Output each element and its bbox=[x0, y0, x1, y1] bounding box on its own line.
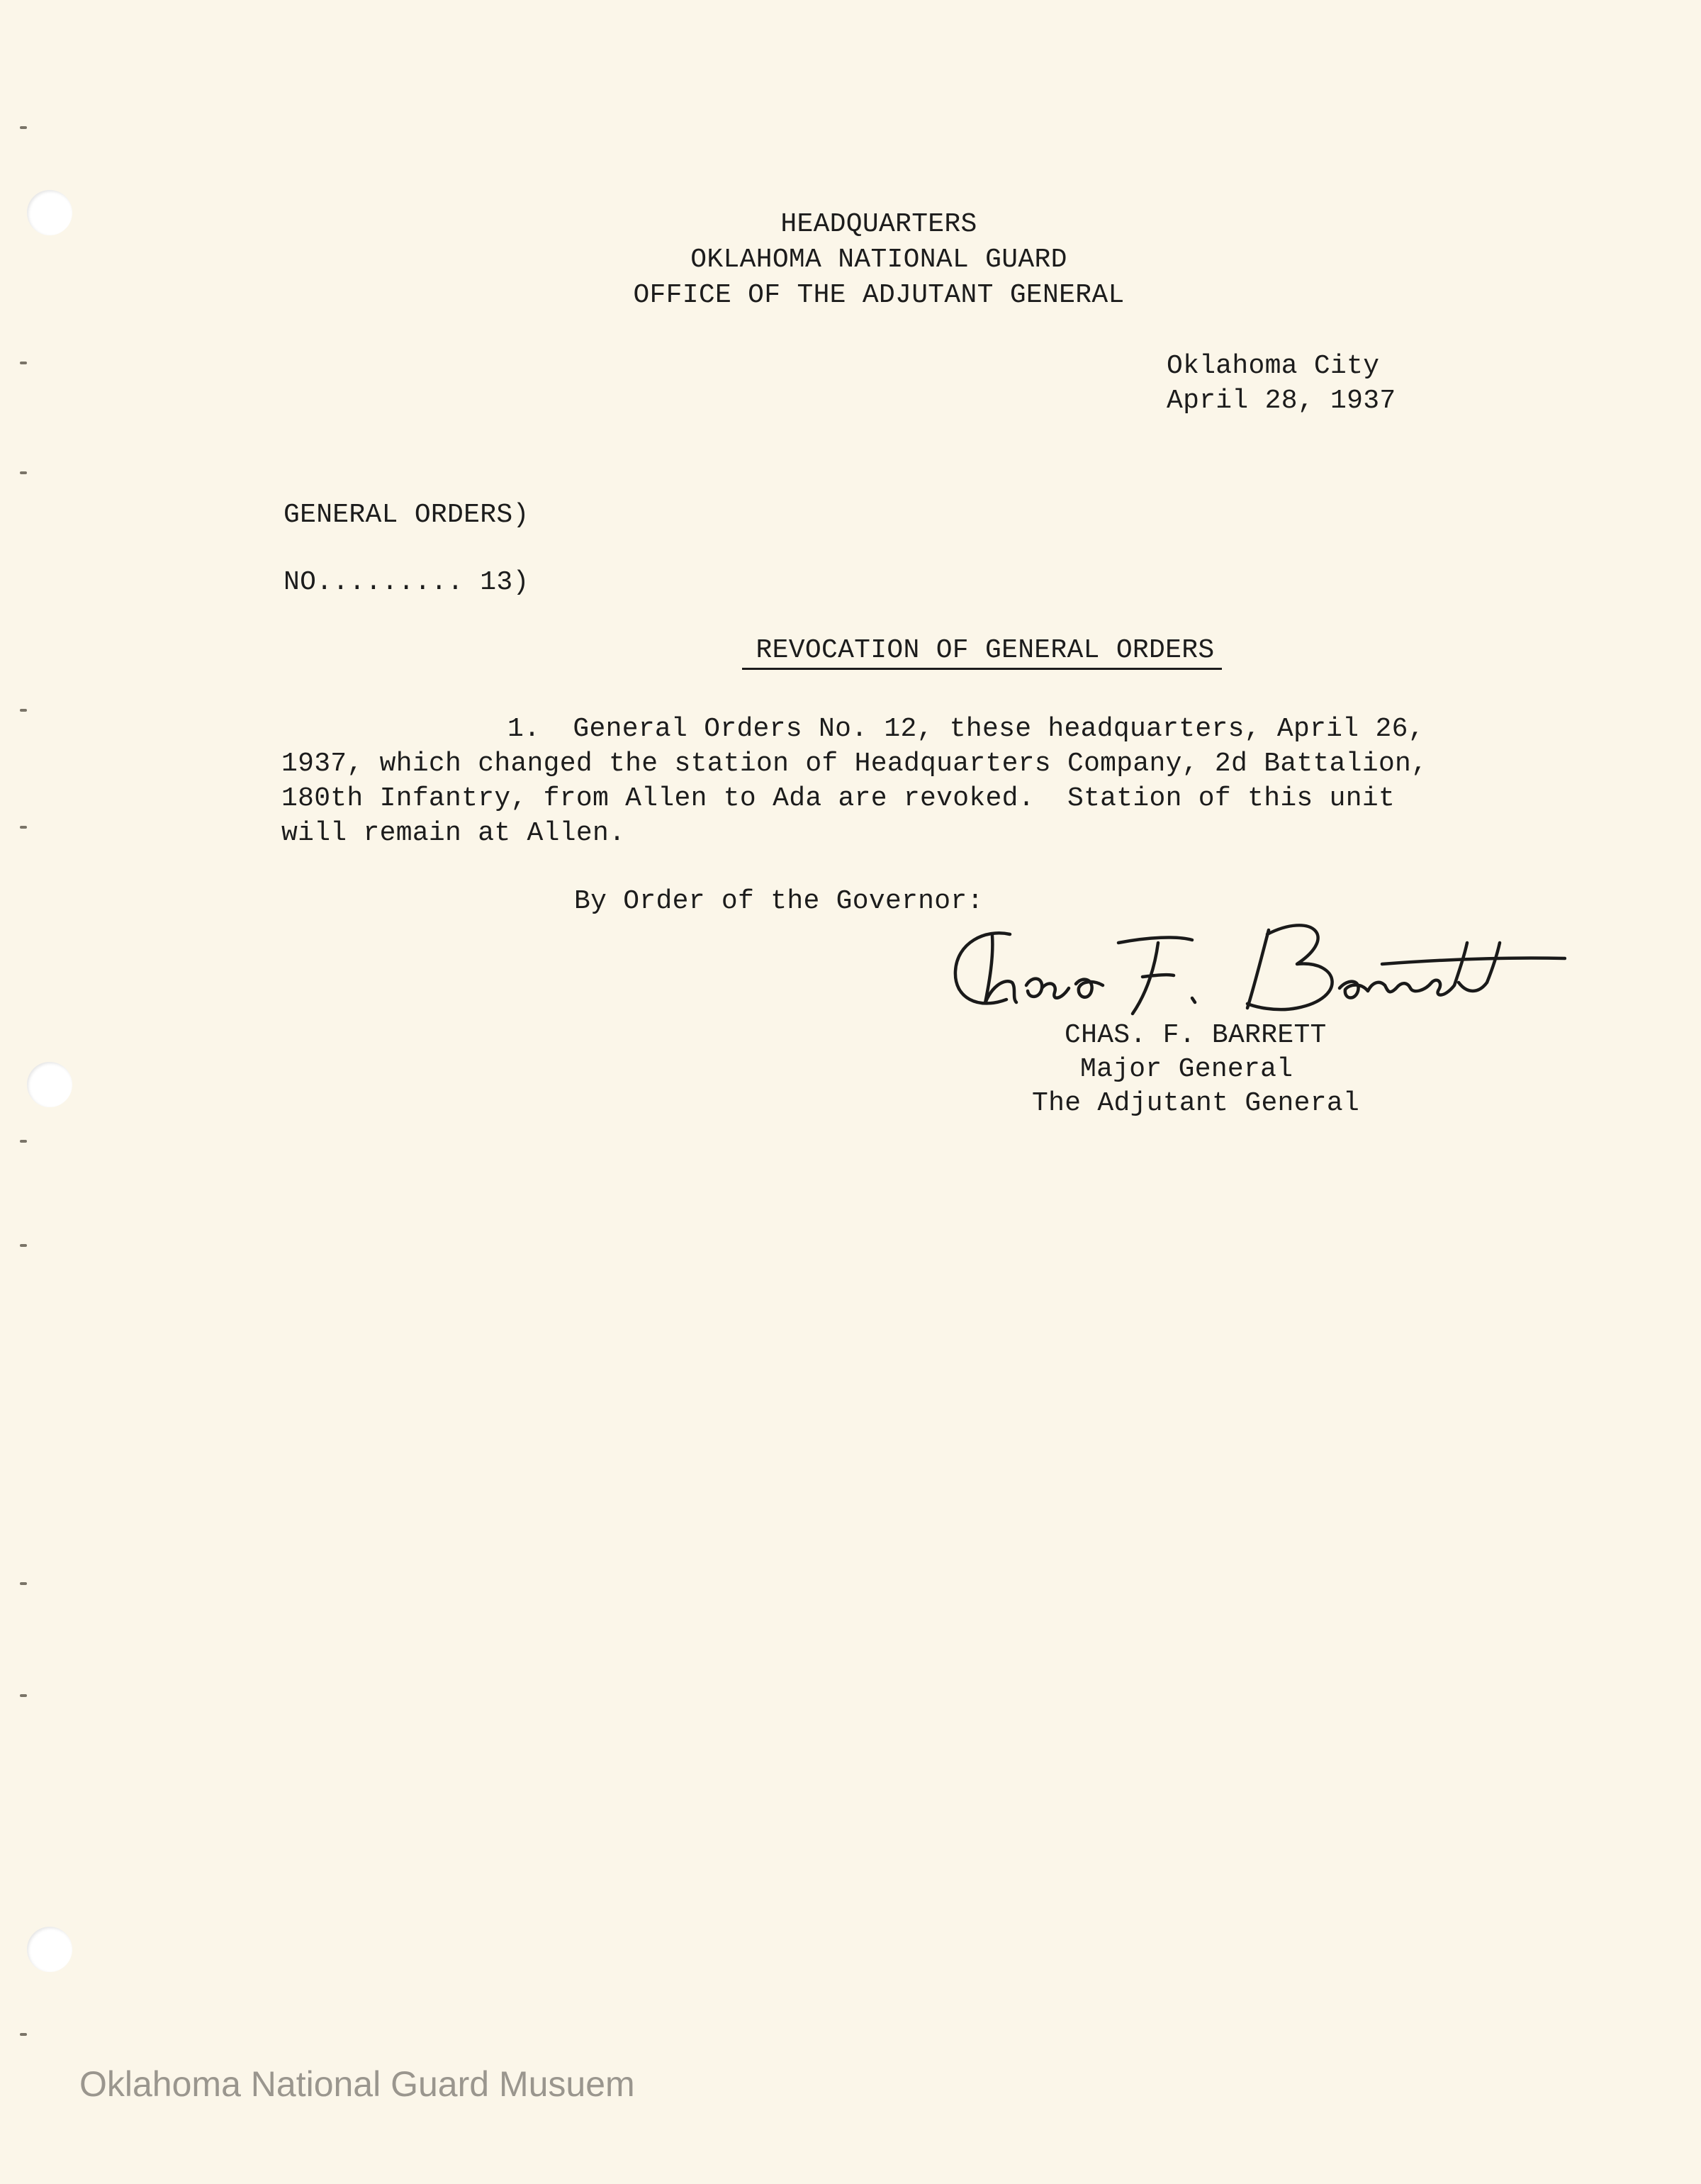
edge-mark bbox=[20, 1244, 27, 1247]
body-line-1: 1. General Orders No. 12, these headquarters, April 26, bbox=[507, 714, 1425, 744]
letterhead-headquarters: HEADQUARTERS bbox=[780, 209, 977, 240]
signer-rank: Major General bbox=[1080, 1054, 1293, 1085]
letterhead-office: OFFICE OF THE ADJUTANT GENERAL bbox=[633, 280, 1125, 310]
body-line-4: will remain at Allen. bbox=[281, 818, 626, 849]
punch-hole-top bbox=[27, 190, 72, 235]
edge-mark bbox=[20, 1694, 27, 1697]
dateline-date: April 28, 1937 bbox=[1167, 386, 1396, 416]
edge-mark bbox=[20, 2033, 27, 2036]
closing-line: By Order of the Governor: bbox=[574, 886, 984, 917]
body-line-3: 180th Infantry, from Allen to Ada are revoked. Station of this unit bbox=[281, 783, 1396, 814]
punch-hole-bottom bbox=[27, 1927, 72, 1972]
body-line-2: 1937, which changed the station of Headquarters Company, 2d Battalion, bbox=[281, 749, 1428, 779]
edge-mark bbox=[20, 709, 27, 712]
edge-mark bbox=[20, 362, 27, 364]
punch-hole-middle bbox=[27, 1062, 72, 1107]
signer-office: The Adjutant General bbox=[1032, 1088, 1360, 1119]
museum-watermark: Oklahoma National Guard Musuem bbox=[79, 2064, 635, 2104]
general-orders-number: NO......... 13) bbox=[284, 567, 529, 598]
letterhead-organization: OKLAHOMA NATIONAL GUARD bbox=[690, 245, 1067, 275]
handwritten-signature bbox=[943, 914, 1566, 1035]
edge-mark bbox=[20, 826, 27, 829]
edge-mark bbox=[20, 1140, 27, 1143]
edge-mark bbox=[20, 471, 27, 474]
signer-name: CHAS. F. BARRETT bbox=[1065, 1020, 1327, 1051]
title-underline bbox=[742, 668, 1222, 670]
edge-mark bbox=[20, 1582, 27, 1585]
document-title: REVOCATION OF GENERAL ORDERS bbox=[756, 635, 1215, 666]
edge-mark bbox=[20, 126, 27, 129]
general-orders-label: GENERAL ORDERS) bbox=[284, 500, 529, 530]
dateline-place: Oklahoma City bbox=[1167, 351, 1380, 381]
